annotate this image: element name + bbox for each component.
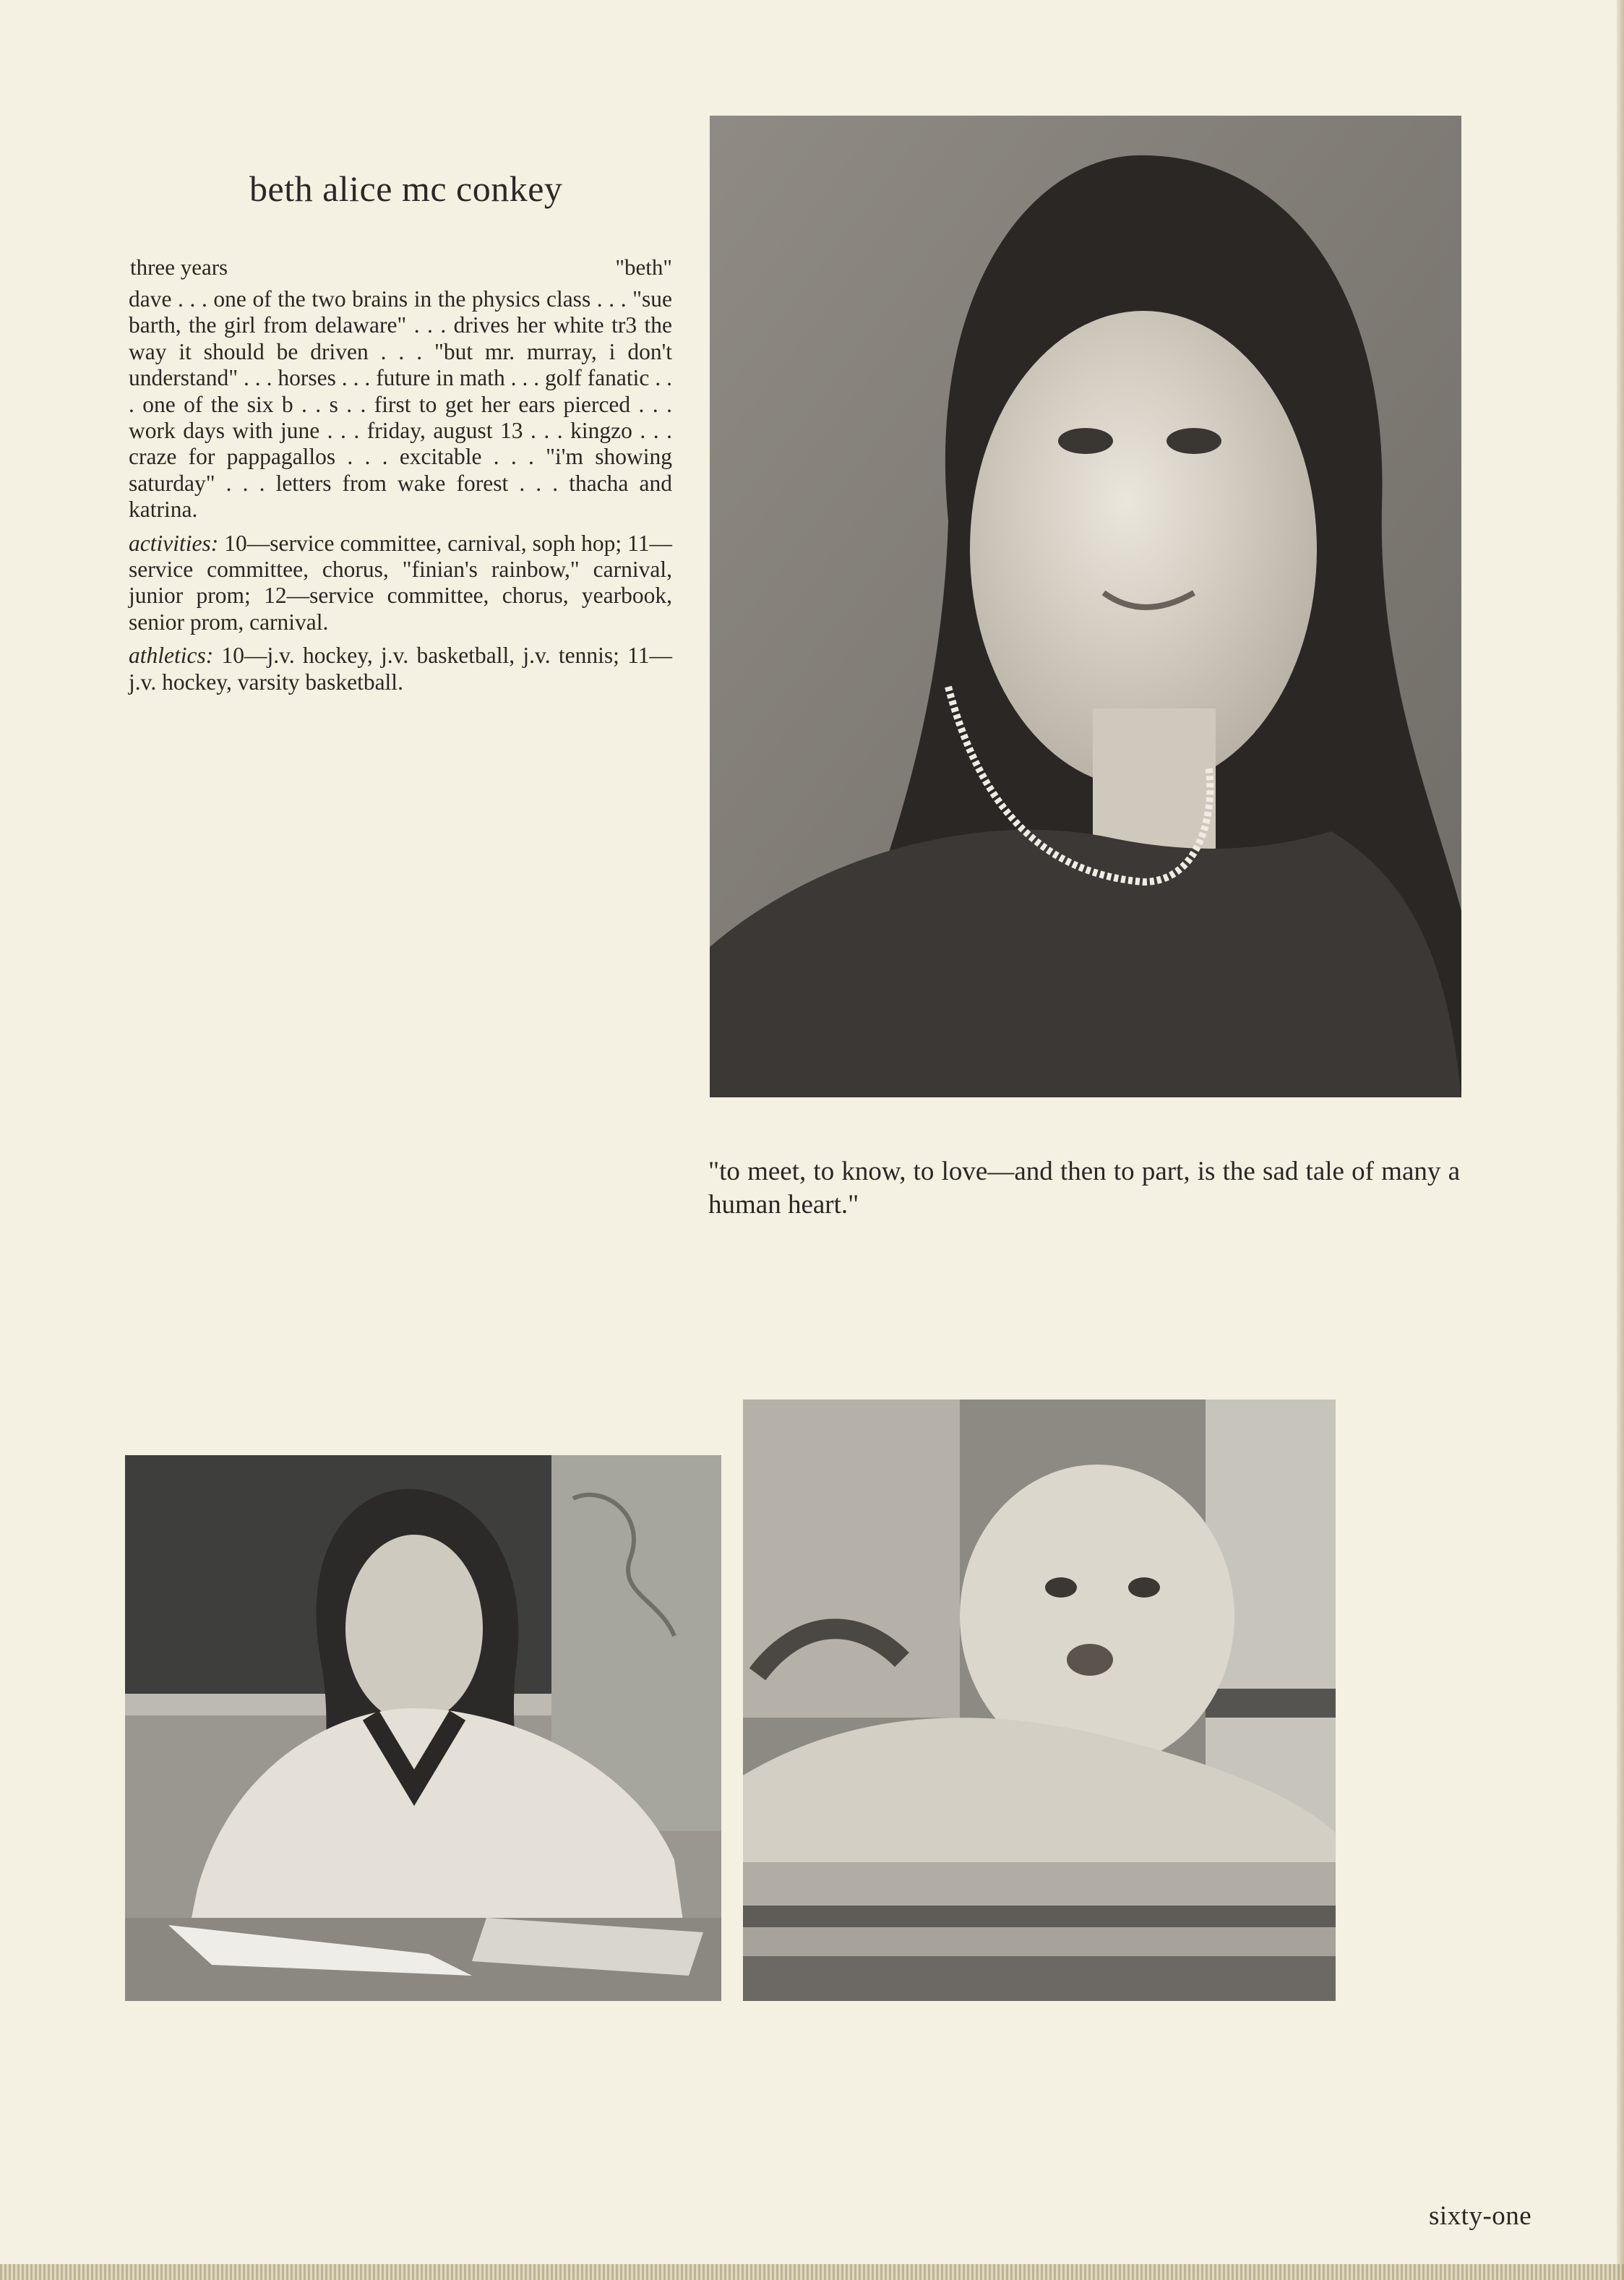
activities-text: 10—service committee, carnival, soph hop; 11—service committee, chorus, "finian's rainbow," carnival, junior prom; 12—service committee, chorus, yearbook, senior prom, carnival. [129, 530, 672, 635]
senior-name: beth alice mc conkey [249, 168, 563, 209]
bio-text: dave . . . one of the two brains in the physics class . . . "sue barth, the girl from delaware" . . . drives her white tr3 the way it should be driven . . . "but mr. murray, i don't understand" . . . horses . . . future in math . . . golf fanatic . . . one of the six b . . s . . first to get her ears pierced . . . work days with june . . . friday, august 13 . . . kingzo . . . craze for pappagallos . . . excitable . . . "i'm showing saturday" . . . letters from wake forest . . . thacha and katrina. [129, 286, 672, 523]
activities [129, 531, 672, 636]
athletics [129, 643, 672, 695]
senior-quote: "to meet, to know, to love—and then to part, is the sad tale of many a human heart." [708, 1157, 1460, 1220]
athletics-label: athletics: [129, 643, 214, 669]
page-bottom-edge [0, 2264, 1624, 2280]
studying-candid-photo [125, 1455, 721, 2001]
activities-label: activities: [129, 530, 219, 556]
nickname: "beth" [615, 254, 672, 280]
athletics-text: 10—j.v. hockey, j.v. basketball, j.v. tennis; 11—j.v. hockey, varsity basketball. [129, 643, 672, 695]
bio-header [130, 254, 672, 280]
page-number: sixty-one [1429, 2201, 1532, 2231]
page-edge [1617, 0, 1624, 2280]
senior-bio [129, 286, 672, 695]
baby-photo [743, 1400, 1336, 2001]
years-at-school: three years [130, 254, 228, 280]
senior-portrait-photo [710, 116, 1461, 1097]
